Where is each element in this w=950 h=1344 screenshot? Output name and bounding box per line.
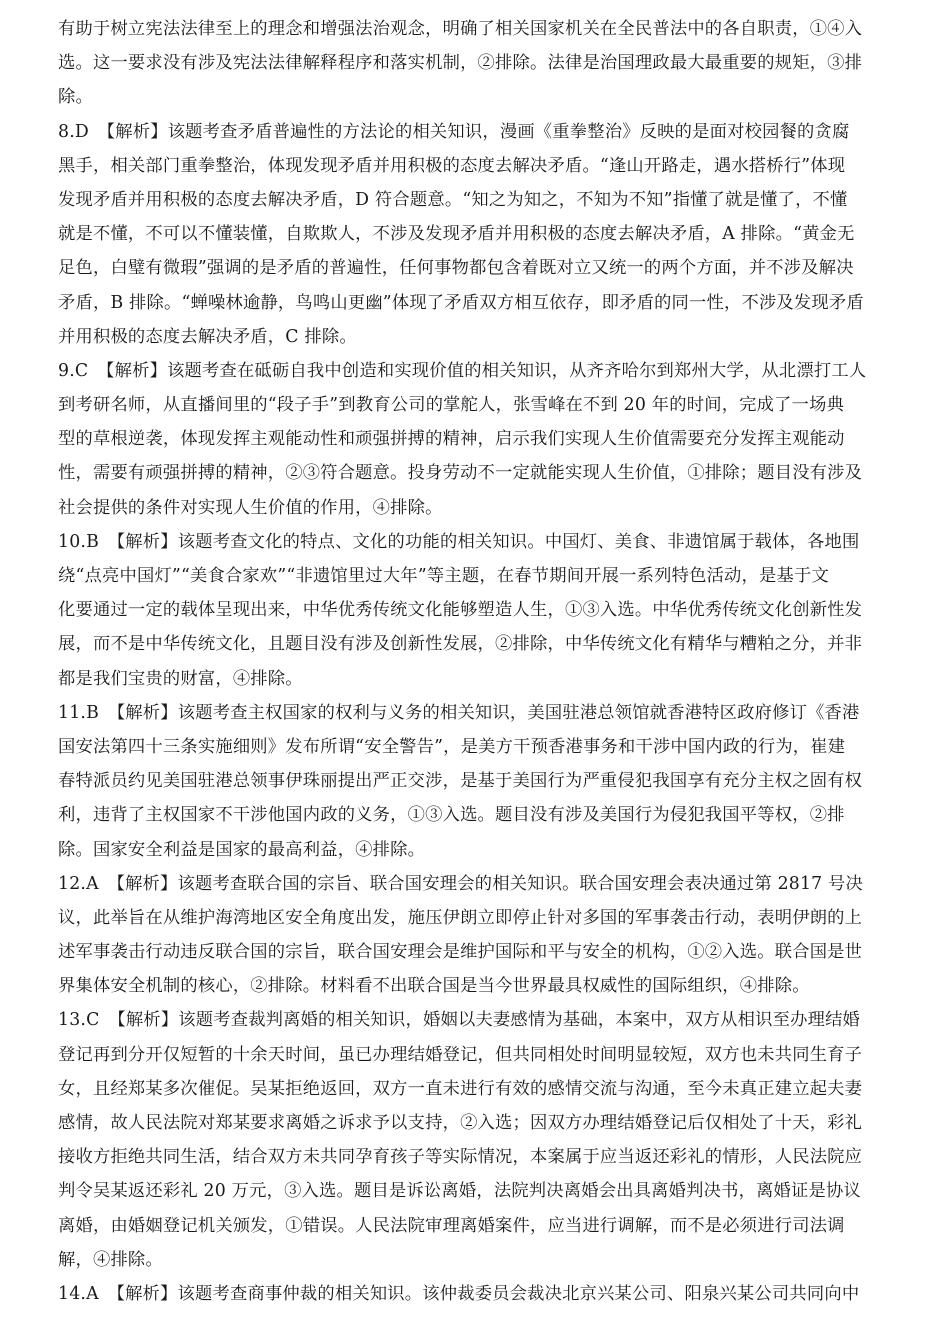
answer-q11	[58, 696, 904, 867]
text-line: 9.C 【解析】该题考查在砥砺自我中创造和实现价值的相关知识，从齐齐哈尔到郑州大学，从北漂打工人	[58, 360, 867, 381]
text-line: 展，而不是中华传统文化，且题目没有涉及创新性发展，②排除，中华传统文化有精华与糟粕之分，并非	[58, 634, 863, 655]
text-line: 13.C 【解析】该题考查裁判离婚的相关知识，婚姻以夫妻感情为基础，本案中，双方从相识至办理结婚	[58, 1010, 861, 1031]
text-line: 化要通过一定的载体呈现出来，中华优秀传统文化能够塑造人生，①③入选。中华优秀传统文化创新性发	[58, 600, 863, 621]
text-line: 到考研名师，从直播间里的“段子手”到教育公司的掌舵人，张雪峰在不到 20 年的时间，完成了一场典	[58, 395, 845, 416]
text-line: 述军事袭击行动违反联合国的宗旨，联合国安理会是维护国际和平与安全的机构，①②入选。联合国是世	[58, 942, 863, 963]
answer-q14	[58, 1277, 904, 1311]
text-line: 型的草根逆袭，体现发挥主观能动性和顽强拼搏的精神，启示我们实现人生价值需要充分发挥主观能动	[58, 429, 845, 450]
text-line: 选。这一要求没有涉及宪法法律解释程序和落实机制，②排除。法律是治国理政最大最重要的规矩，③排	[58, 53, 863, 74]
text-line: 足色，白璧有微瑕”强调的是矛盾的普遍性，任何事物都包含着既对立又统一的两个方面，并不涉及解决	[58, 258, 854, 279]
answer-q8	[58, 115, 904, 354]
text-line: 利，违背了主权国家不干涉他国内政的义务，①③入选。题目没有涉及美国行为侵犯我国平等权，②排	[58, 805, 845, 826]
text-line: 绕“点亮中国灯”“美食合家欢”“非遗馆里过大年”等主题，在春节期间开展一系列特色活动，是基于文	[58, 566, 829, 586]
text-line: 国安法第四十三条实施细则》发布所谓“安全警告”，是美方干预香港事务和干涉中国内政的行为，崔建	[58, 736, 846, 757]
text-line: 判令吴某返还彩礼 20 万元，③入选。题目是诉讼离婚，法院判决离婚会出具离婚判决书，离婚证是协议	[58, 1181, 861, 1202]
text-line: 春特派员约见美国驻港总领事伊珠丽提出严正交涉，是基于美国行为严重侵犯我国享有充分主权之固有权	[58, 771, 863, 792]
text-line: 12.A 【解析】该题考查联合国的宗旨、联合国安理会的相关知识。联合国安理会表决通过第 2817 号决	[58, 873, 864, 894]
text-line: 议，此举旨在从维护海湾地区安全角度出发，施压伊朗立即停止针对多国的军事袭击行动，表明伊朗的上	[58, 907, 863, 928]
text-line: 都是我们宝贵的财富，④排除。	[58, 668, 303, 689]
text-line: 就是不懂，不可以不懂装懂，自欺欺人，不涉及发现矛盾并用积极的态度去解决矛盾，A 排除。“黄金无	[58, 224, 855, 245]
text-line: 10.B 【解析】该题考查文化的特点、文化的功能的相关知识。中国灯、美食、非遗馆属于载体，各地围	[58, 531, 860, 552]
continuation-q7	[58, 12, 904, 115]
text-line: 性，需要有顽强拼搏的精神，②③符合题意。投身劳动不一定就能实现人生价值，①排除；题目没有涉及	[58, 463, 863, 484]
text-line: 黑手，相关部门重拳整治，体现发现矛盾并用积极的态度去解决矛盾。“逢山开路走，遇水搭桥行”体现	[58, 155, 846, 176]
text-line: 有助于树立宪法法律至上的理念和增强法治观念，明确了相关国家机关在全民普法中的各自职责，①④入	[58, 19, 863, 39]
text-line: 解，④排除。	[58, 1249, 163, 1270]
text-line: 女，且经郑某多次催促。吴某拒绝返回，双方一直未进行有效的感情交流与沟通，至今未真正建立起夫妻	[58, 1078, 863, 1099]
text-line: 发现矛盾并用积极的态度去解决矛盾，D 符合题意。“知之为知之，不知为不知”指懂了就是懂了，不懂	[58, 189, 848, 210]
text-line: 界集体安全机制的核心，②排除。材料看不出联合国是当今世界最具权威性的国际组织，④排除。	[58, 976, 810, 997]
text-line: 并用积极的态度去解决矛盾，C 排除。	[58, 326, 357, 347]
text-line: 除。国家安全利益是国家的最高利益，④排除。	[58, 839, 426, 860]
text-line: 感情，故人民法院对郑某要求离婚之诉求予以支持，②入选；因双方办理结婚登记后仅相处了十天，彩礼	[58, 1113, 863, 1133]
text-line: 8.D 【解析】该题考查矛盾普遍性的方法论的相关知识，漫画《重拳整治》反映的是面对校园餐的贪腐	[58, 121, 850, 142]
text-line: 登记再到分开仅短暂的十余天时间，虽已办理结婚登记，但共同相处时间明显较短，双方也未共同生育子	[58, 1044, 863, 1065]
text-line: 矛盾，B 排除。“蝉噪林逾静，鸟鸣山更幽”体现了矛盾双方相互依存，即矛盾的同一性，不涉及发现矛盾	[58, 292, 864, 313]
answer-q10	[58, 525, 904, 696]
text-line: 11.B 【解析】该题考查主权国家的权利与义务的相关知识，美国驻港总领馆就香港特区政府修订《香港	[58, 702, 860, 723]
text-line: 离婚，由婚姻登记机关颁发，①错误。人民法院审理离婚案件，应当进行调解，而不是必须进行司法调	[58, 1215, 845, 1236]
text-line: 除。	[58, 87, 93, 108]
text-line: 14.A 【解析】该题考查商事仲裁的相关知识。该仲裁委员会裁决北京兴某公司、阳泉兴某公司共同向中	[58, 1283, 860, 1304]
answer-explanations	[58, 12, 904, 1311]
answer-q12	[58, 867, 904, 1004]
answer-q9	[58, 354, 904, 525]
text-line: 接收方拒绝共同生活，结合双方未共同孕育孩子等实际情况，本案属于应当返还彩礼的情形，人民法院应	[58, 1147, 863, 1168]
text-line: 社会提供的条件对实现人生价值的作用，④排除。	[58, 497, 443, 518]
answer-q13	[58, 1003, 904, 1277]
